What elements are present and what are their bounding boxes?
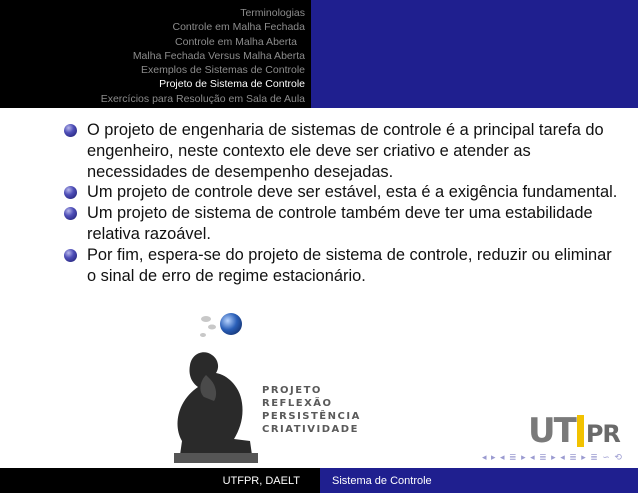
slide-footer: [0, 468, 638, 493]
footer-title: Sistema de Controle: [320, 468, 638, 493]
ball-bullet-icon: [64, 207, 77, 220]
section-navigation: [0, 0, 311, 108]
word-persistencia: PERSISTÊNCIA: [262, 411, 361, 422]
thought-bubble-icon: [201, 316, 211, 322]
nav-item-malha-aberta[interactable]: Controle em Malha Aberta: [175, 35, 297, 48]
illustration-words: [262, 384, 361, 436]
header-title-bar: [311, 0, 638, 108]
word-criatividade: CRIATIVIDADE: [262, 424, 359, 435]
bullet-item: [64, 245, 624, 287]
beamer-navigation-icons[interactable]: ◂ ▸ ◂ ≣ ▸ ◂ ≣ ▸ ◂ ≣ ▸ ≣ ∽ ⟲: [482, 452, 623, 462]
nav-item-malha-fechada[interactable]: Controle em Malha Fechada: [172, 21, 305, 34]
bullet-text: Por fim, espera-se do projeto de sistema de controle, reduzir ou eliminar o sinal de erro de regime estacionário.: [87, 245, 612, 285]
word-projeto: PROJETO: [262, 385, 322, 396]
statue-pedestal-icon: [174, 453, 258, 463]
slide-content: [64, 120, 624, 286]
ball-bullet-icon: [64, 249, 77, 262]
nav-item-fechada-vs-aberta[interactable]: Malha Fechada Versus Malha Aberta: [132, 49, 305, 62]
bullet-text: Um projeto de sistema de controle também deve ter uma estabilidade relativa razoável.: [87, 204, 593, 243]
logo-yellow-bar-icon: [577, 415, 584, 447]
earth-globe-icon: [220, 313, 242, 335]
utfpr-logo: [528, 411, 620, 451]
bullet-text: Um projeto de controle deve ser estável, esta é a exigência fundamental.: [87, 183, 618, 202]
bullet-text: O projeto de engenharia de sistemas de controle é a principal tarefa do engenheiro, neste contexto ele deve ser criativo e atender as necessidades de desempenho desejadas.: [87, 121, 604, 181]
footer-institution: UTFPR, DAELT: [0, 468, 320, 493]
logo-text-pr: PR: [585, 420, 620, 448]
slide-header: [0, 0, 638, 108]
bullet-item: [64, 203, 624, 245]
logo-text-ut: UT: [528, 411, 575, 451]
thinker-statue-icon: [178, 352, 253, 455]
ball-bullet-icon: [64, 186, 77, 199]
nav-item-exemplos[interactable]: Exemplos de Sistemas de Controle: [141, 64, 305, 77]
ball-bullet-icon: [64, 124, 77, 137]
nav-item-projeto-active[interactable]: Projeto de Sistema de Controle: [159, 78, 305, 91]
nav-item-terminologias[interactable]: Terminologias: [240, 7, 305, 19]
thought-bubble-icon: [200, 333, 206, 337]
bullet-item: [64, 182, 624, 203]
thought-bubble-icon: [208, 325, 216, 330]
word-reflexao: REFLEXÃO: [262, 398, 333, 409]
bullet-item: [64, 120, 624, 182]
nav-item-exercicios[interactable]: Exercícios para Resolução em Sala de Aula: [100, 92, 305, 105]
